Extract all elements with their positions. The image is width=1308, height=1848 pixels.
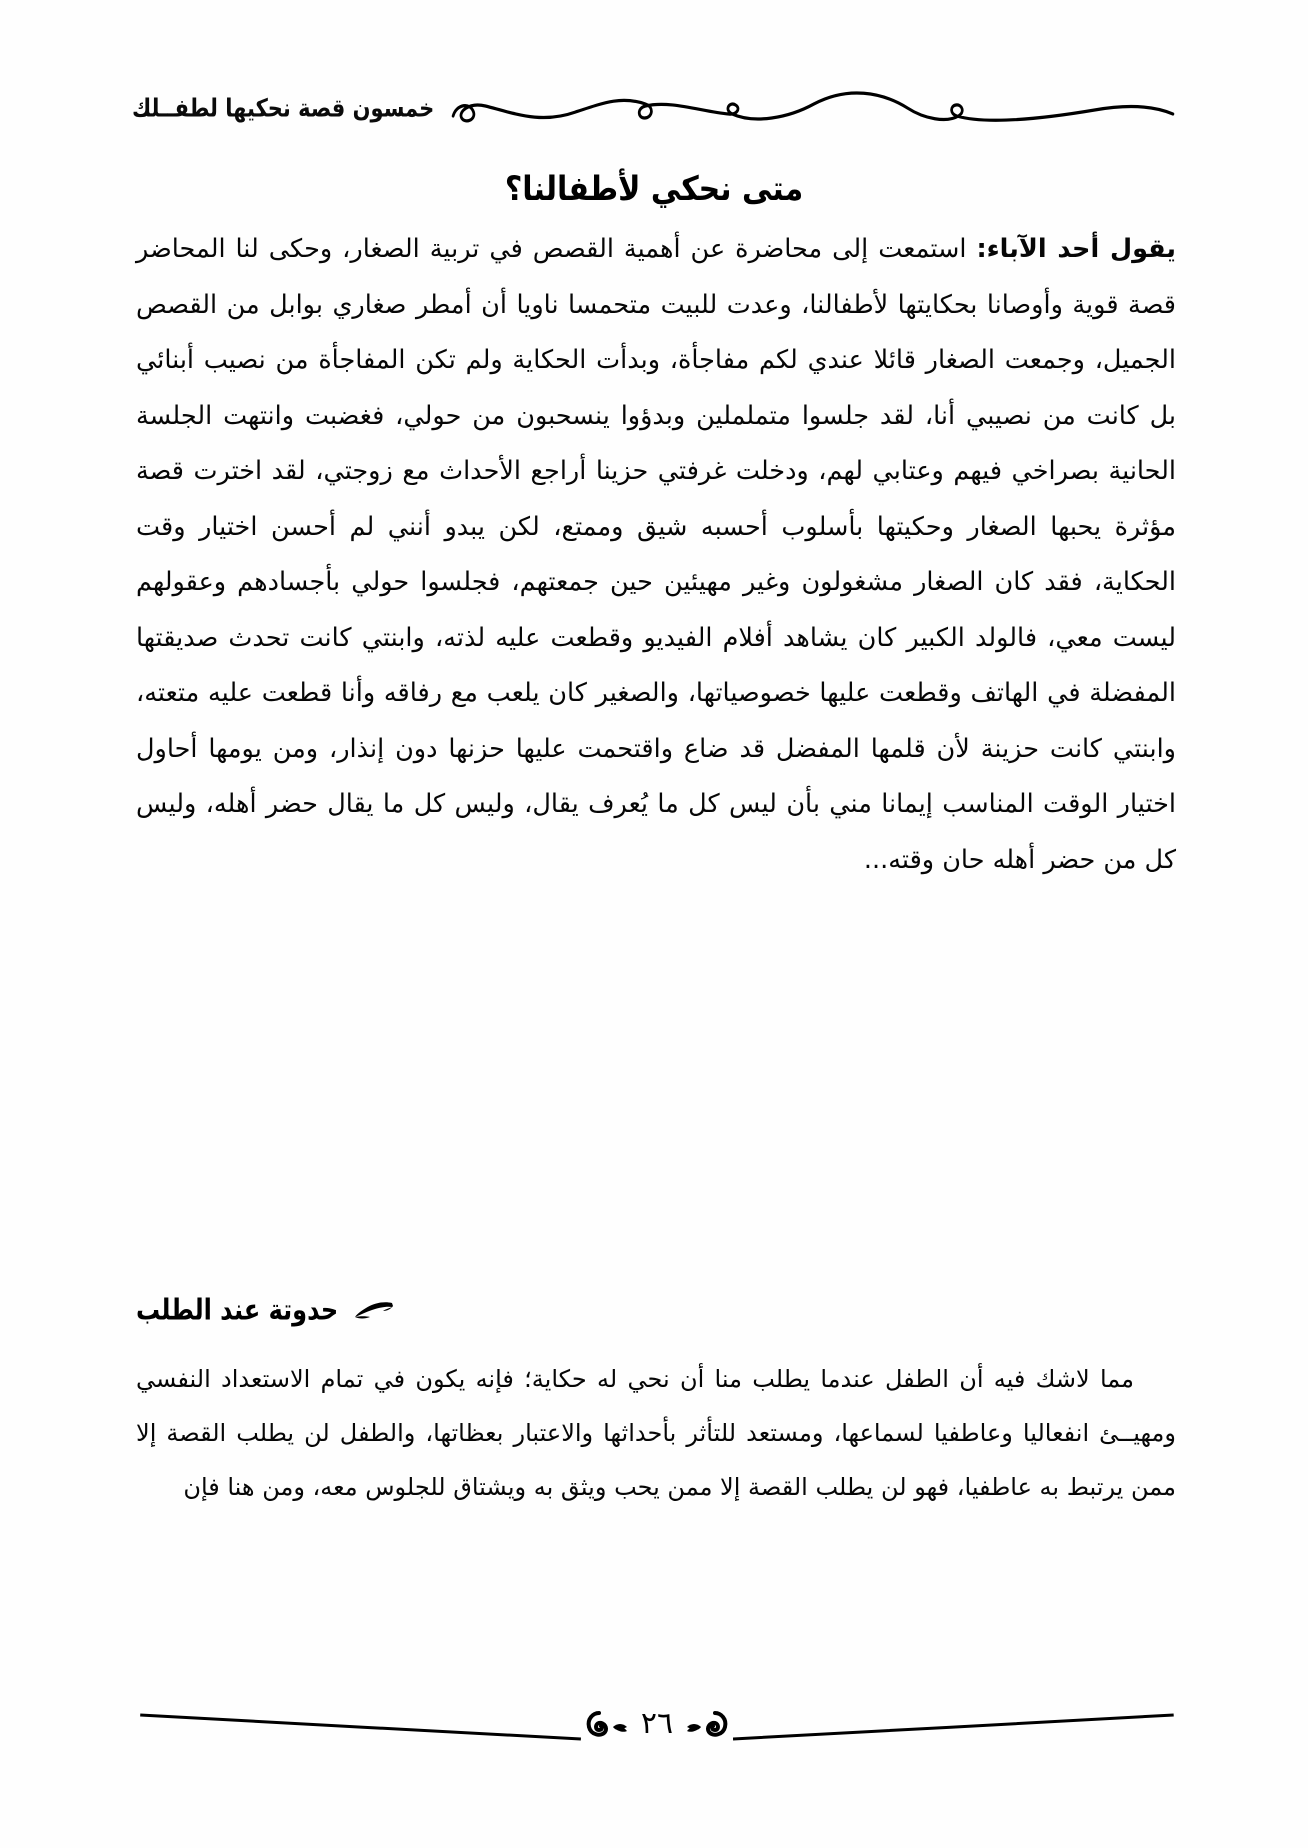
page-footer (138, 1692, 1176, 1762)
section-heading-row (136, 1293, 1176, 1327)
page-title: متى نحكي لأطفالنا؟ (504, 169, 804, 210)
page-number: ٢٦ (640, 1705, 674, 1741)
page-header (132, 78, 1180, 138)
paragraph-lead-in: يقول أحد الآباء: (976, 234, 1176, 264)
paragraph-father-quote (136, 222, 1176, 888)
paragraph-text: استمعت إلى محاضرة عن أهمية القصص في تربية الصغار، وحكى لنا المحاضر قصة قوية وأوصانا بحكايتها لأطفالنا، وعدت للبيت متحمسا ناويا أن أمطر صغاري بوابل من القصص الجميل، وجمعت الصغار قائلا عندي لكم مفاجأة، وبدأت الحكاية ولم تكن المفاجأة من نصيب أبنائي بل كانت من نصيبي أنا، لقد جلسوا متململين وبدؤوا ينسحبون من حولي، فغضبت وانتهت الجلسة الحانية بصراخي فيهم وعتابي لهم، ودخلت غرفتي حزينا أراجع الأحداث مع زوجتي، لقد اخترت قصة مؤثرة يحبها الصغار وحكيتها بأسلوب أحسبه شيق وممتع، لكن يبدو أنني لم أحسن اختيار وقت الحكاية، فقد كان الصغار مشغولون وغير مهيئين حين جمعتهم، فجلسوا حولي بأجسادهم وعقولهم ليست معي، فالولد الكبير كان يشاهد أفلام الفيديو وقطعت عليه لذته، وابنتي كانت تحدث صديقتها المفضلة في الهاتف وقطعت عليها خصوصياتها، والصغير كان يلعب مع رفاقه وأنا قطعت عليه متعته، وابنتي كانت حزينة لأن قلمها المفضل قد ضاع واقتحمت عليها حزنها دون إنذار، ومن يومها أحاول اختيار الوقت المناسب إيمانا مني بأن ليس كل ما يُعرف يقال، وليس كل ما يقال حضر أهله، وليس كل من حضر أهله حان وقته... (136, 234, 1176, 875)
section-paragraph: مما لاشك فيه أن الطفل عندما يطلب منا أن نحي له حكاية؛ فإنه يكون في تمام الاستعداد النفسي ومهيــئ انفعاليا وعاطفيا لسماعها، ومستعد للتأثر بأحداثها والاعتبار بعظاتها، والطفل لن يطلب القصة إلا ممن يرتبط به عاطفيا، فهو لن يطلب القصة إلا ممن يحب ويثق به ويشتاق للجلوس معه، ومن هنا فإن (136, 1365, 1176, 1501)
footer-page-number-group (581, 1705, 733, 1749)
spiral-flourish-left-icon (685, 1705, 733, 1749)
footer-rule-left-icon (733, 1699, 1176, 1755)
book-title-header: خمسون قصة نحكيها لطفــلك (132, 93, 435, 123)
spiral-flourish-right-icon (581, 1705, 629, 1749)
body-column (136, 222, 1176, 888)
header-wavy-rule-icon (448, 90, 1180, 130)
pen-nib-icon (354, 1298, 394, 1322)
section-heading-text: حدوتة عند الطلب (136, 1293, 339, 1327)
section-body-column (136, 1352, 1176, 1514)
footer-rule-right-icon (138, 1699, 581, 1755)
